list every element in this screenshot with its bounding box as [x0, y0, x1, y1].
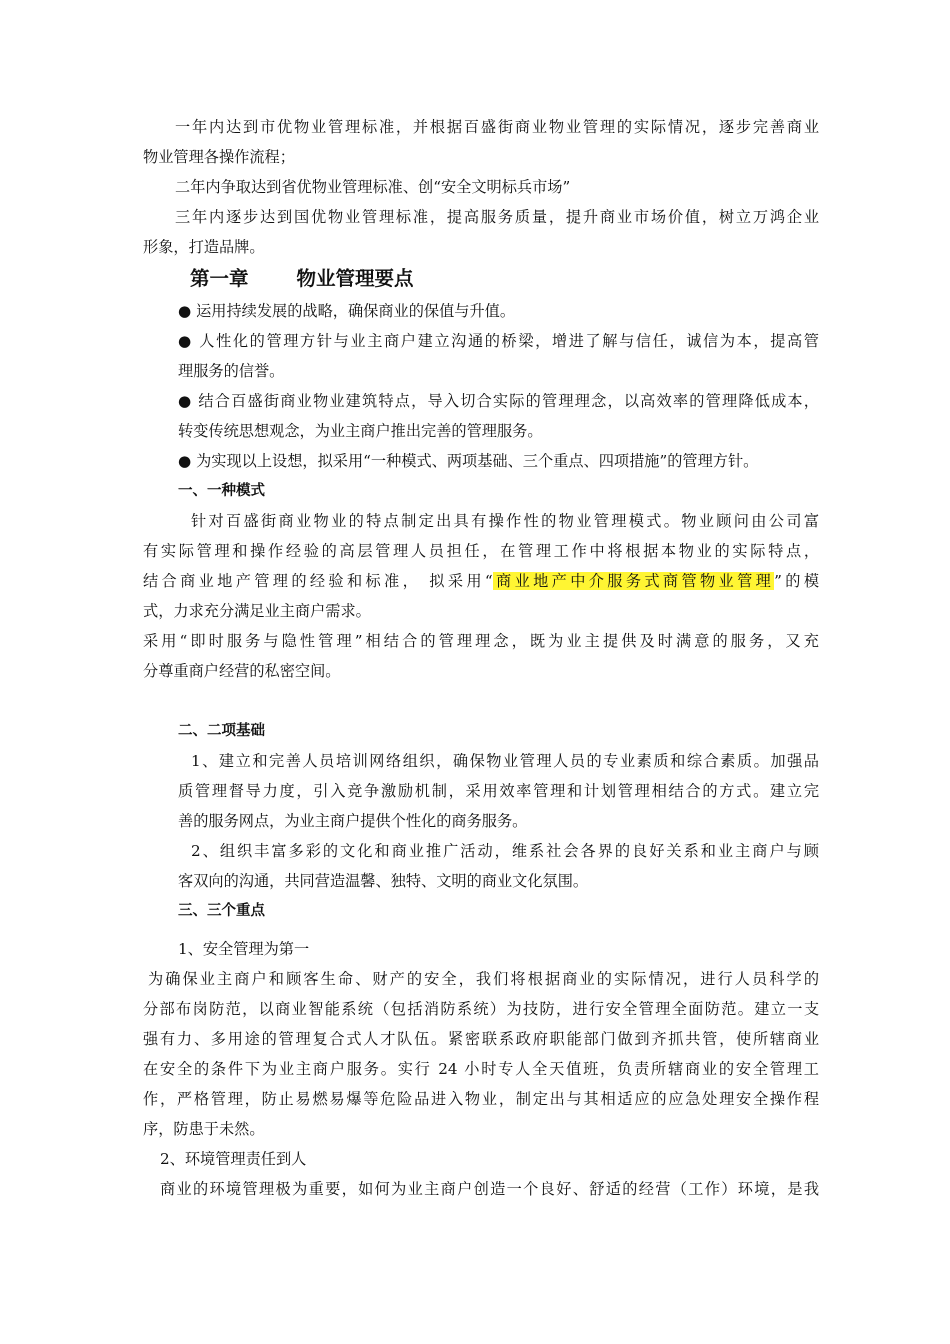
intro-paragraph-1-line-2: 物业管理各操作流程；	[143, 148, 295, 166]
bullet-3-line-1: ● 结合百盛街商业物业建筑特点，导入切合实际的管理理念，以高效率的管理降低成本，	[178, 392, 819, 410]
bullet-3-line-2: 转变传统思想观念，为业主商户推出完善的管理服务。	[178, 422, 543, 440]
section-1-heading: 一、一种模式	[178, 483, 265, 499]
chapter-number: 第一章	[190, 267, 249, 290]
section-3-item-2-line-1: 商业的环境管理极为重要，如何为业主商户创造一个良好、舒适的经营（工作）环境，是我	[160, 1180, 819, 1198]
section-2-heading: 二、二项基础	[178, 723, 265, 739]
section-3-item-1-line-2: 分部布岗防范，以商业智能系统（包括消防系统）为技防，进行安全管理全面防范。建立一支	[143, 1000, 819, 1018]
chapter-title: 物业管理要点	[296, 267, 414, 290]
intro-paragraph-3-line-1: 三年内逐步达到国优物业管理标准，提高服务质量，提升商业市场价值，树立万鸿企业	[175, 208, 819, 226]
section-3-item-2-title: 2、环境管理责任到人	[160, 1150, 307, 1168]
section-1-line-1: 针对百盛街商业物业的特点制定出具有操作性的物业管理模式。物业顾问由公司富	[191, 512, 819, 530]
bullet-2-line-2: 理服务的信誉。	[178, 362, 285, 380]
section-1-line-2: 有实际管理和操作经验的高层管理人员担任，在管理工作中将根据本物业的实际特点，	[143, 542, 819, 560]
section-3-item-1-line-1: 为确保业主商户和顾客生命、财产的安全，我们将根据商业的实际情况，进行人员科学的	[148, 970, 819, 988]
section-2-paragraph-1-line-2: 质管理督导力度，引入竞争激励机制，采用效率管理和计划管理相结合的方式。建立完	[178, 782, 819, 800]
section-3-item-1-line-3: 强有力、多用途的管理复合式人才队伍。紧密联系政府职能部门做到齐抓共管，使所辖商业	[143, 1030, 819, 1048]
section-2-paragraph-2-line-1: 2、组织丰富多彩的文化和商业推广活动，维系社会各界的良好关系和业主商户与顾	[191, 842, 819, 860]
intro-paragraph-3-line-2: 形象，打造品牌。	[143, 238, 265, 256]
bullet-1: ● 运用持续发展的战略，确保商业的保值与升值。	[178, 302, 516, 320]
section-2-paragraph-1-line-3: 善的服务网点，为业主商户提供个性化的商务服务。	[178, 812, 528, 830]
section-1-line-4: 式，力求充分满足业主商户需求。	[143, 602, 371, 620]
blank-line	[143, 686, 819, 716]
section-3-item-1-title: 1、安全管理为第一	[178, 940, 310, 958]
highlighted-phrase: 商业地产中介服务式商管物业管理	[492, 572, 775, 590]
section-1-line-3: 结合商业地产管理的经验和标准， 拟采用“商业地产中介服务式商管物业管理”的模	[143, 572, 819, 590]
section-1-line-5: 采用“即时服务与隐性管理”相结合的管理理念，既为业主提供及时满意的服务，又充	[143, 632, 819, 650]
chapter-heading	[143, 264, 819, 296]
section-3-item-1-line-6: 序，防患于未然。	[143, 1120, 265, 1138]
section-1-line-6: 分尊重商户经营的私密空间。	[143, 662, 341, 680]
intro-paragraph-1-line-1: 一年内达到市优物业管理标准，并根据百盛街商业物业管理的实际情况，逐步完善商业	[175, 118, 819, 136]
intro-paragraph-2: 二年内争取达到省优物业管理标准、创“安全文明标兵市场”	[175, 178, 571, 196]
bullet-4: ● 为实现以上设想，拟采用“一种模式、两项基础、三个重点、四项措施”的管理方针。	[178, 452, 759, 470]
section-2-paragraph-2-line-2: 客双向的沟通，共同营造温馨、独特、文明的商业文化氛围。	[178, 872, 589, 890]
section-3-heading: 三、三个重点	[178, 903, 265, 919]
bullet-2-line-1: ● 人性化的管理方针与业主商户建立沟通的桥梁，增进了解与信任，诚信为本，提高管	[178, 332, 819, 350]
section-3-item-1-line-4: 在安全的条件下为业主商户服务。实行 24 小时专人全天值班，负责所辖商业的安全管理工	[143, 1060, 819, 1078]
section-2-paragraph-1-line-1: 1、建立和完善人员培训网络组织，确保物业管理人员的专业素质和综合素质。加强品	[191, 752, 819, 770]
document-body	[143, 112, 819, 1204]
section-3-item-1-line-5: 作，严格管理，防止易燃易爆等危险品进入物业，制定出与其相适应的应急处理安全操作程	[143, 1090, 819, 1108]
